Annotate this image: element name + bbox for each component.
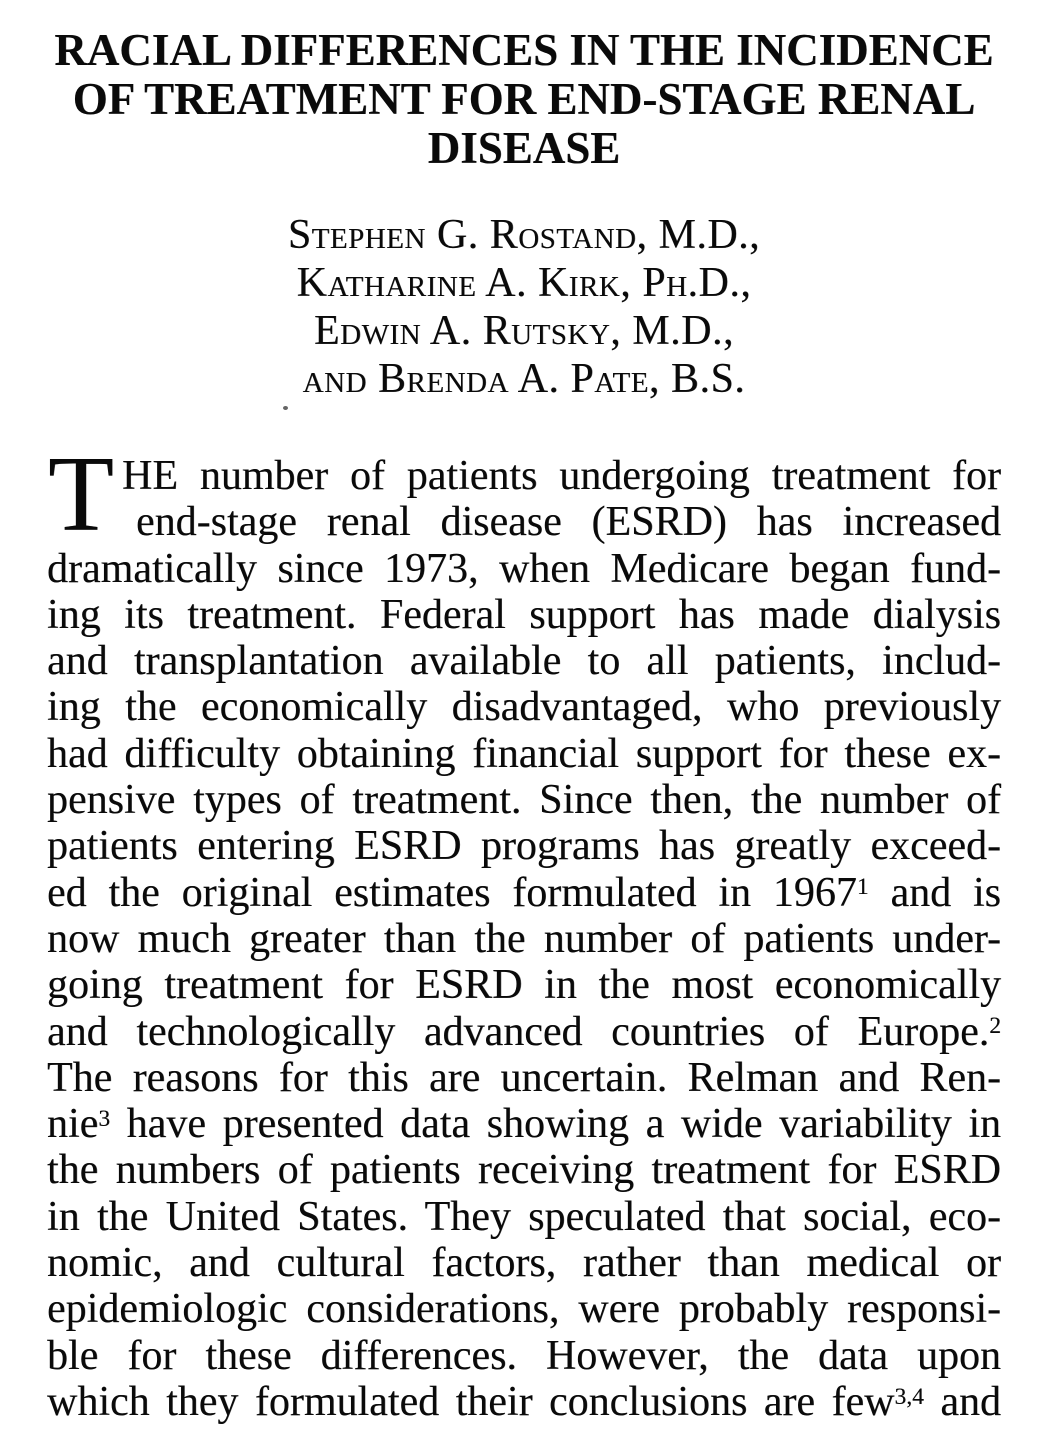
citation-superscript: 1: [856, 874, 869, 901]
author-list: [47, 211, 1001, 403]
body-line: ed the original estimates formulated in 1967$^1$ and is: [47, 869, 1002, 916]
author-name-3: Edwin A. Rutsky, M.D.,: [314, 308, 734, 354]
article-body: [47, 435, 1002, 1425]
title-line-3: DISEASE: [427, 123, 621, 173]
body-line: ing its treatment. Federal support has made dialysis: [47, 591, 1001, 638]
body-line: nomic, and cultural factors, rather than medical or: [47, 1240, 1001, 1287]
author-name-1: Stephen G. Rostand, M.D.,: [287, 212, 761, 258]
body-line: ble for these differences. However, the data upon: [47, 1332, 1001, 1379]
body-line: dramatically since 1973, when Medicare began fund-: [47, 545, 1001, 592]
body-line: had difficulty obtaining financial support for these ex-: [47, 730, 1001, 777]
author-name-4: and Brenda A. Pate, B.S.: [302, 356, 746, 402]
body-line: going treatment for ESRD in the most economically: [47, 962, 1001, 1009]
citation-superscript: 3,4: [894, 1383, 924, 1410]
body-line: which they formulated their conclusions are few$^{3,4}$ and: [47, 1378, 1001, 1425]
body-line: patients entering ESRD programs has greatly exceed-: [47, 823, 1001, 870]
body-lines: [47, 453, 1001, 1425]
citation-superscript: 3: [98, 1105, 111, 1132]
dropcap-letter: T: [48, 435, 114, 554]
body-line: HE number of patients undergoing treatment for: [122, 453, 1001, 499]
body-line: ing the economically disadvantaged, who previously: [47, 684, 1001, 731]
title-line-2: OF TREATMENT FOR END-STAGE RENAL: [72, 74, 976, 124]
author-name-2: Katharine A. Kirk, Ph.D.,: [296, 260, 752, 306]
body-line: now much greater than the number of patients under-: [47, 915, 1001, 962]
body-line: The reasons for this are uncertain. Relman and Ren-: [47, 1054, 1001, 1101]
body-line: and transplantation available to all patients, includ-: [47, 638, 1001, 685]
citation-superscript: 2: [989, 1013, 1001, 1040]
body-line: in the United States. They speculated that social, eco-: [47, 1193, 1001, 1240]
title-line-1: RACIAL DIFFERENCES IN THE INCIDENCE: [54, 25, 994, 75]
body-line: epidemiologic considerations, were probably responsi-: [47, 1286, 1001, 1333]
body-line: the numbers of patients receiving treatment for ESRD: [47, 1147, 1001, 1194]
body-line: and technologically advanced countries of Europe.$^2$: [47, 1008, 1001, 1055]
article-title: [47, 0, 1001, 173]
scan-artifact-dot: [283, 406, 288, 410]
body-line: nie$^3$ have presented data showing a wide variability in: [47, 1101, 1001, 1148]
body-line: pensive types of treatment. Since then, the number of: [47, 777, 1001, 824]
body-line: end-stage renal disease (ESRD) has increased: [136, 499, 1001, 546]
